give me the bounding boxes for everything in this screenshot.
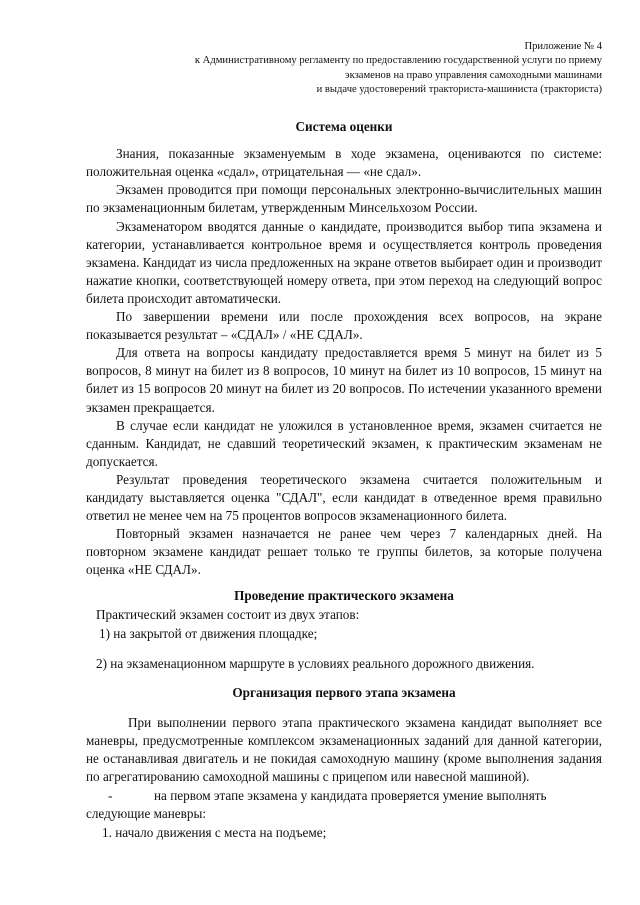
appendix-line-2: к Административному регламенту по предоставлению государственной услуги по приему (194, 55, 602, 67)
paragraph: В случае если кандидат не уложился в установленное время, экзамен считается не сданным. Кандидат, не сдавший теоретический экзамен, к практическим экзаменам не допускается. (86, 417, 602, 469)
paragraph: Знания, показанные экзаменуемым в ходе экзамена, оцениваются по системе: положительная оценка «сдал», отрицательная — «не сдал». (86, 146, 602, 180)
appendix-line-3: экзаменов на право управления самоходными машинами (345, 69, 602, 81)
section-title-grading: Система оценки (295, 119, 393, 135)
list-item: 1. начало движения с места на подъеме; (102, 825, 327, 841)
dash-text: на первом этапе экзамена у кандидата проверяется умение выполнять (154, 788, 547, 804)
practical-intro: Практический экзамен состоит из двух этапов: (96, 607, 360, 623)
dash-list-item (86, 787, 602, 805)
paragraph: При выполнении первого этапа практического экзамена кандидат выполняет все маневры, предусмотренные комплексом экзаменационных заданий для данной категории, не останавливая двигатель и не покидая самоходную машину (кроме выполнения задания по агрегатированию самоходной машины с прицепом или навесной машиной). (86, 714, 602, 784)
appendix-header (86, 40, 602, 97)
appendix-number: Приложение № 4 (524, 41, 602, 52)
list-item: 1) на закрытой от движения площадке; (99, 625, 318, 641)
paragraph: По завершении времени или после прохождения всех вопросов, на экране показывается результат – «СДАЛ» / «НЕ СДАЛ». (86, 309, 602, 343)
appendix-line-4: и выдаче удостоверений тракториста-машиниста (тракториста) (316, 83, 602, 95)
section-title-practical: Проведение практического экзамена (234, 588, 454, 604)
paragraph: Экзаменатором вводятся данные о кандидате, производится выбор типа экзамена и категории, устанавливается контрольное время и осуществляется контроль проведения экзамена. Кандидат из числа предложенных на экране ответов выбирает один и производит нажатие кнопки, соответствующей номеру ответа, при этом переход на следующий вопрос билета происходит автоматически. (86, 218, 602, 306)
paragraph: Для ответа на вопросы кандидату предоставляется время 5 минут на билет из 5 вопросов, 8 минут на билет из 8 вопросов, 10 минут на билет из 10 вопросов, 15 минут на билет из 15 вопросов 20 минут на билет из 20 вопросов. По истечении указанного времени экзамен прекращается. (86, 345, 602, 415)
paragraph: Повторный экзамен назначается не ранее чем через 7 календарных дней. На повторном экзамене кандидат решает только те группы билетов, за которые получена оценка «НЕ СДАЛ». (86, 526, 602, 578)
section-title-first-stage: Организация первого этапа экзамена (232, 684, 456, 700)
paragraph: Экзамен проводится при помощи персональных электронно-вычислительных машин по экзаменационным билетам, утвержденным Минсельхозом России. (86, 182, 602, 216)
paragraph: Результат проведения теоретического экзамена считается положительным и кандидату выставляется оценка "СДАЛ", если кандидат в отведенное время правильно ответил не менее чем на 75 процентов вопросов экзаменационного билета. (86, 471, 602, 524)
dash-marker: - (108, 788, 113, 804)
list-item: 2) на экзаменационном маршруте в условиях реального дорожного движения. (96, 655, 535, 671)
dash-text-continued: следующие маневры: (86, 806, 206, 822)
